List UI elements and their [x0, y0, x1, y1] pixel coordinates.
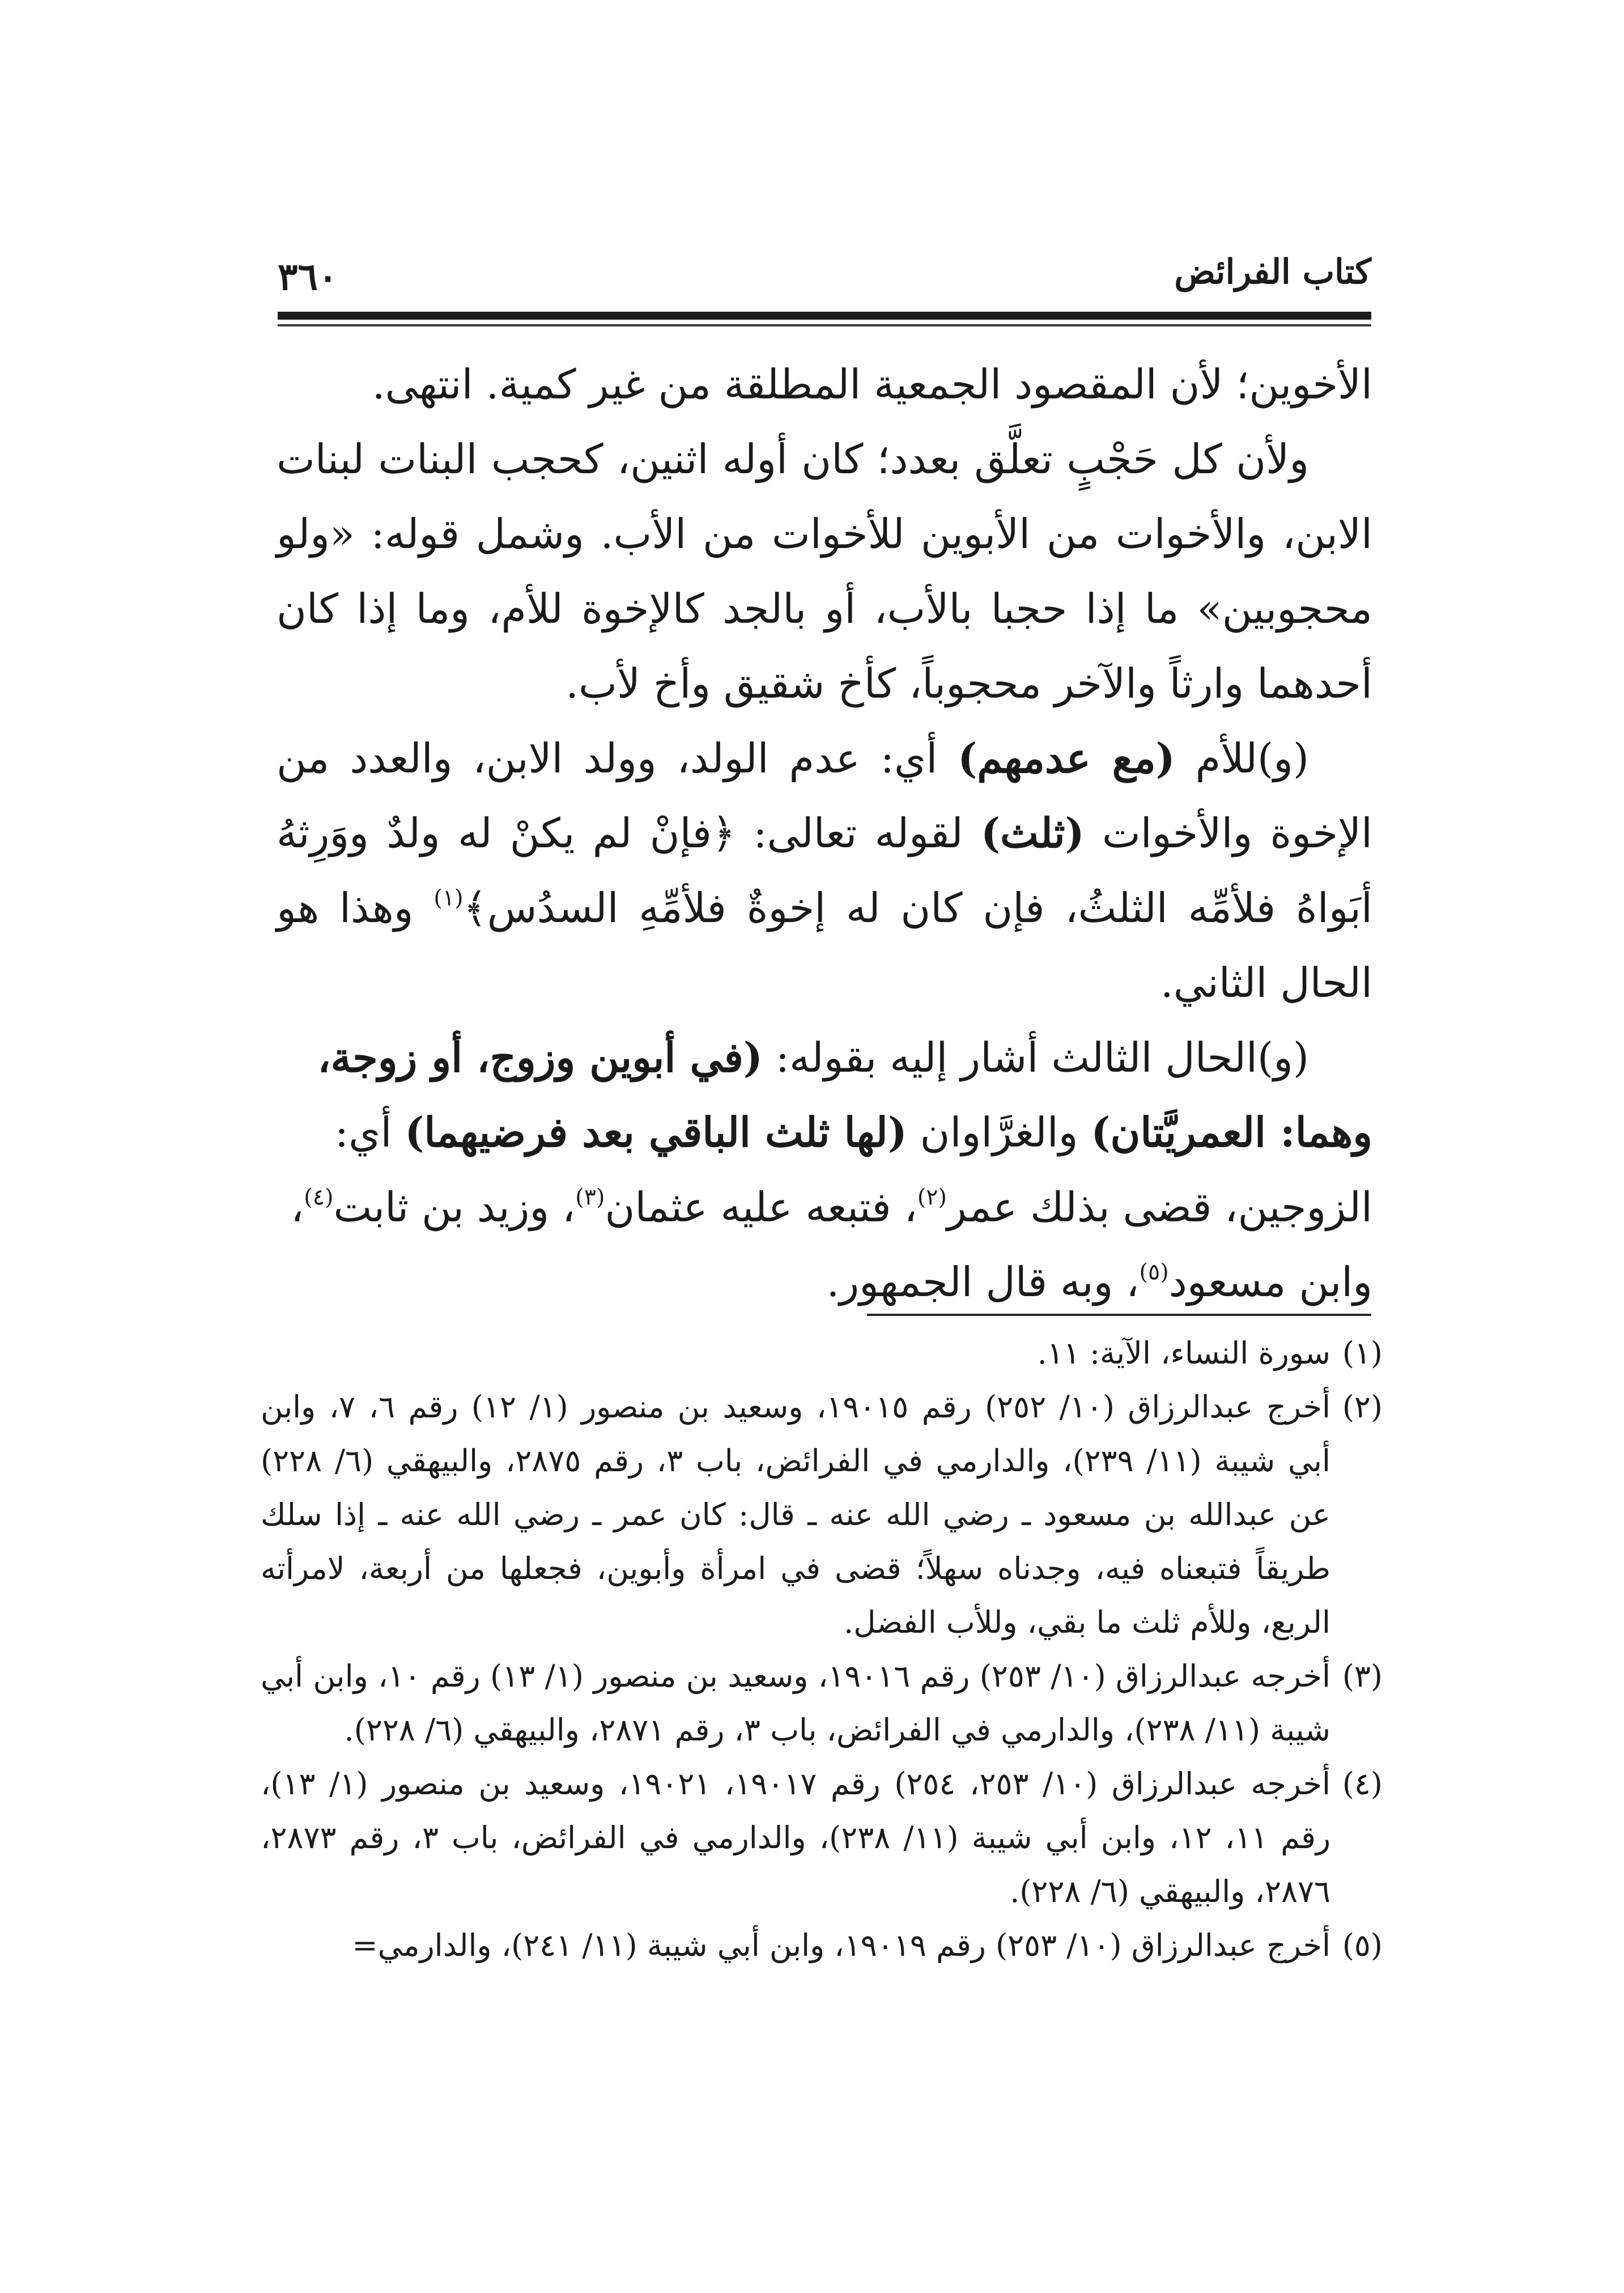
paragraph-4-text-c: والغرَّاوان: [907, 1109, 1091, 1156]
paragraph-2-text: ولأن كل حَجْبٍ تعلَّق بعدد؛ كان أوله اثنين، كحجب البنات لبنات الابن، والأخوات من الأبوين للأخوات من الأب. وشمل قوله: «ولو محجوبين» ما إذا حجبا بالأب، أو بالجد كالإخوة للأم، وما إذا كان أحدهما وارثاً والآخر محجوباً، كأخ شقيق وأخ لأب.: [277, 435, 1372, 707]
footnote-number: (٤): [1342, 1766, 1383, 1802]
footnotes: [261, 1326, 1383, 1972]
quran-verse: ﴿فإنْ لم يكنْ له ولدٌ ووَرِثهُ أبَواهُ فلأمِّه الثلثُ، فإن كان له إخوةٌ فلأمِّهِ السدُس﴾: [277, 809, 1372, 932]
footnote-number: (٢): [1342, 1389, 1383, 1425]
header-rule-thick: [278, 312, 1371, 320]
footnote-number: (٣): [1342, 1658, 1383, 1694]
paragraph-4-text-h: ، وابن مسعود: [291, 1183, 1372, 1306]
footnote-marker: (١): [433, 885, 464, 911]
paragraph-4-text-a: (و)الحال الثالث أشار إليه بقوله:: [762, 1034, 1309, 1081]
paragraph-3-text-f: وهذا هو الحال الثاني.: [277, 884, 1372, 1007]
footnote-text: أخرج عبدالرزاق (١٠/ ٢٥٢) رقم ١٩٠١٥، وسعيد بن منصور (١/ ١٢) رقم ٦، ٧، وابن أبي شيبة (١١/ ٢٣٩)، والدارمي في الفرائض، باب ٣، رقم ٢٨٧٥، والبيهقي (٦/ ٢٢٨) عن عبدالله بن مسعود ـ رضي الله عنه ـ قال: كان عمر ـ رضي الله عنه ـ إذا سلك طريقاً فتبعناه فيه، وجدناه سهلاً؛ قضى في امرأة وأبوين، فجعلها من أربعة، لامرأته الربع، وللأم ثلث ما بقي، وللأب الفضل.: [261, 1389, 1331, 1640]
footnote-marker: (٢): [917, 1184, 947, 1211]
page-number: ٣٦٠: [278, 254, 338, 299]
paragraph-4-text-f: ، فتبعه عليه عثمان: [605, 1183, 917, 1231]
footnote-marker: (٥): [1139, 1259, 1169, 1285]
running-title: كتاب الفرائض: [1174, 252, 1371, 292]
matn-phrase: (ثلث): [980, 809, 1085, 857]
footnote-separator: [867, 1314, 1371, 1316]
footnote-text: أخرجه عبدالرزاق (١٠/ ٢٥٣) رقم ١٩٠١٦، وسعيد بن منصور (١/ ١٣) رقم ١٠، وابن أبي شيبة (١١/ ٢٣٨)، والدارمي في الفرائض، باب ٣، رقم ٢٨٧١، والبيهقي (٦/ ٢٢٨).: [261, 1658, 1331, 1748]
footnote-marker: (٣): [575, 1184, 605, 1211]
page-header: [278, 249, 1371, 299]
paragraph-3-text-e: لقوله تعالى:: [736, 809, 981, 857]
paragraph-4-text-i: ، وبه قال الجمهور.: [826, 1258, 1140, 1306]
paragraph-4-text-g: ، وزيد بن ثابت: [333, 1183, 576, 1231]
footnote-1: [261, 1326, 1383, 1380]
footnote-number: (٥): [1342, 1927, 1383, 1963]
paragraph-2: [277, 422, 1372, 721]
paragraph-3: [277, 721, 1372, 1020]
footnote-text: أخرجه عبدالرزاق (١٠/ ٢٥٣، ٢٥٤) رقم ١٩٠١٧، ١٩٠٢١، وسعيد بن منصور (١/ ١٣)، رقم ١١، ١٢، وابن أبي شيبة (١١/ ٢٣٨)، والدارمي في الفرائض، باب ٣، رقم ٢٨٧٣، ٢٨٧٦، والبيهقي (٦/ ٢٢٨).: [261, 1766, 1331, 1909]
paragraph-1: [277, 347, 1372, 422]
paragraph-3-text-c: أي: عدم الولد، وولد الابن، والعدد من الإخوة والأخوات: [277, 734, 1373, 857]
matn-phrase: (في أبوين وزوج، أو زوجة، وهما: العمريَّتان): [317, 1033, 1372, 1156]
header-rule-thin: [278, 324, 1371, 326]
main-text: [277, 347, 1372, 1319]
footnote-number: (١): [1342, 1335, 1383, 1371]
paragraph-4: [277, 1020, 1372, 1319]
paragraph-3-text-a: (و)للأم: [1175, 734, 1310, 782]
footnote-2: [261, 1380, 1383, 1649]
footnote-4: [261, 1757, 1383, 1918]
footnote-text: سورة النساء، الآية: ١١.: [1037, 1335, 1330, 1371]
footnote-marker: (٤): [304, 1184, 334, 1211]
footnote-text: أخرج عبدالرزاق (١٠/ ٢٥٣) رقم ١٩٠١٩، وابن أبي شيبة (١١/ ٢٤١)، والدارمي=: [352, 1927, 1330, 1963]
footnote-3: [261, 1649, 1383, 1757]
matn-phrase: (لها ثلث الباقي بعد فرضيهما): [405, 1108, 907, 1156]
paragraph-4-text-e: أي: الزوجين، قضى بذلك عمر: [334, 1109, 1372, 1231]
paragraph-1-text: الأخوين؛ لأن المقصود الجمعية المطلقة من غير كمية. انتهى.: [372, 360, 1372, 408]
footnote-5: [261, 1918, 1383, 1972]
matn-phrase: (مع عدمهم): [958, 734, 1175, 782]
